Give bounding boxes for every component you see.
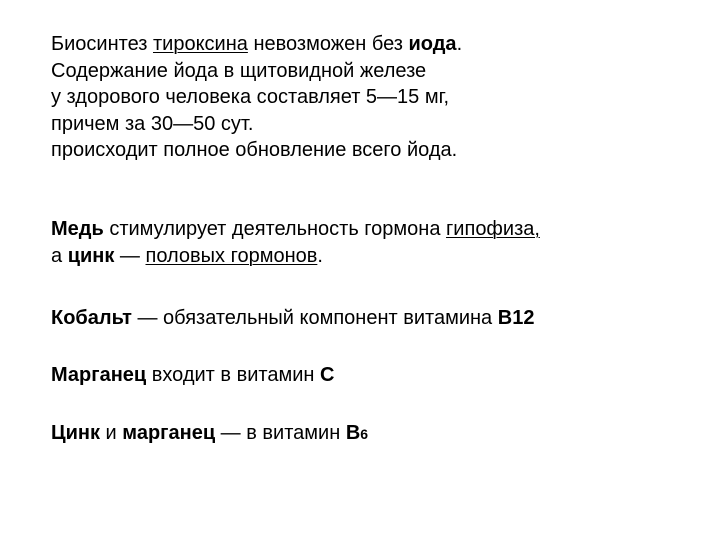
text: —	[114, 244, 146, 267]
text: — в витамин	[215, 422, 346, 444]
line: причем за 30—50 сут.	[51, 112, 254, 135]
term-iodine: иода	[408, 33, 457, 55]
text: и	[100, 422, 123, 444]
line: происходит полное обновление всего йода.	[51, 139, 458, 161]
term-manganese: Марганец	[51, 364, 147, 386]
paragraph-copper-zinc	[51, 216, 691, 269]
paragraph-manganese	[51, 362, 691, 389]
text: Биосинтез	[51, 33, 153, 55]
term-cobalt: Кобальт	[51, 307, 132, 329]
term-zinc: Цинк	[51, 422, 100, 444]
line	[51, 243, 691, 270]
term-vitamin-b12: В12	[497, 307, 535, 329]
link-thyroxine[interactable]: тироксина	[152, 33, 248, 55]
text: а	[51, 244, 68, 267]
vitamin-subscript: 6	[360, 426, 369, 442]
link-sex-hormones[interactable]: половых гормонов	[145, 244, 318, 267]
paragraph-iodine	[51, 31, 691, 164]
text: — обязательный компонент витамина	[131, 307, 498, 329]
line: у здорового человека составляет 5—15 мг,	[51, 86, 450, 108]
text: .	[317, 244, 323, 267]
link-pituitary[interactable]: гипофиза,	[446, 218, 540, 240]
text: входит в витамин	[146, 364, 320, 386]
term-copper: Медь	[51, 218, 104, 240]
text: стимулирует деятельность гормона	[103, 218, 447, 240]
paragraph-zinc-manganese	[51, 420, 691, 448]
term-vitamin-c: С	[319, 364, 335, 386]
term-zinc: цинк	[67, 244, 115, 267]
line: Содержание йода в щитовидной железе	[51, 59, 427, 82]
text: .	[456, 33, 463, 55]
paragraph-cobalt	[51, 305, 691, 332]
line	[51, 31, 691, 58]
term-manganese: марганец	[122, 422, 216, 444]
line	[51, 216, 691, 243]
term-vitamin-b: В	[345, 422, 361, 444]
text: невозможен без	[247, 33, 409, 55]
